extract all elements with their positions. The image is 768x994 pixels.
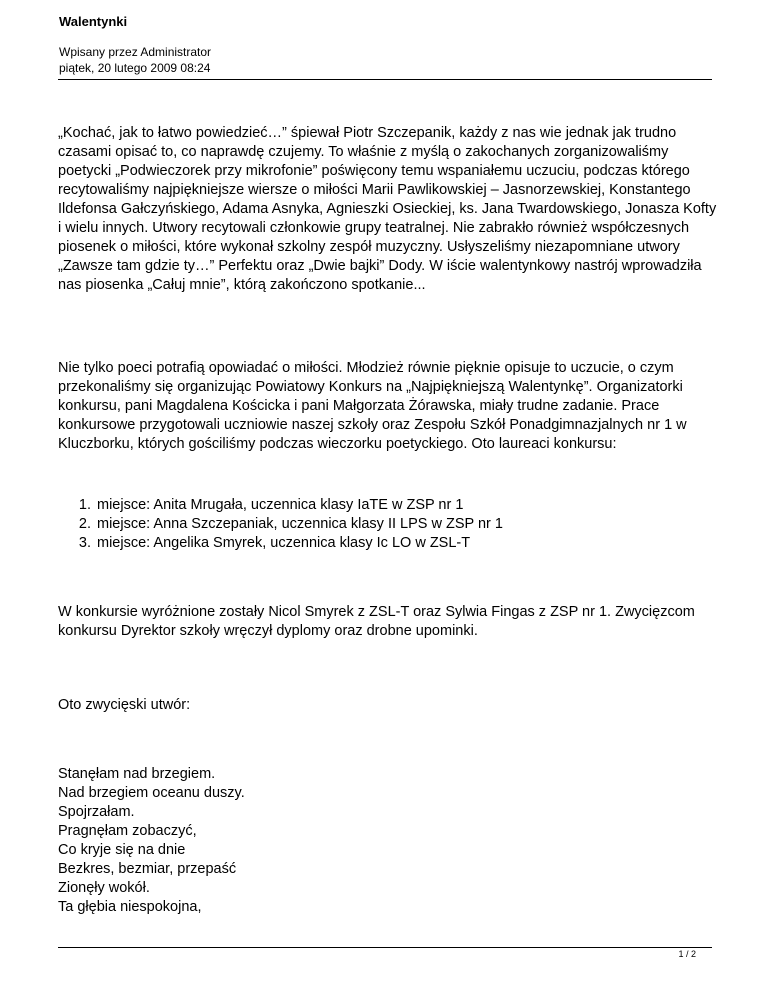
paragraph-text: Nie tylko poeci potrafią opowiadać o miłości. Młodzież równie pięknie opisuje to uczucie, o czym przekonaliśmy się organizując Powiatowy Konkurs na „Najpiękniejszą Walentynkę”. Organizatorki konkursu, pani Magdalena Kościcka i pani Małgorzata Żórawska, miały trudne zadanie. Prace konkursowe przygotowali uczniowie naszej szkoły oraz Zespołu Szkół Ponadgimnazjalnych nr 1 w Kluczborku, których gościliśmy podczas wieczorku poetyckiego. Oto laureaci konkursu: [58, 360, 687, 452]
paragraph-text: W konkursie wyróżnione zostały Nicol Smyrek z ZSL-T oraz Sylwia Fingas z ZSP nr 1. Zwycięzcom konkursu Dyrektor szkoły wręczył dyplomy oraz drobne upominki. [58, 604, 695, 639]
ranking-item: 2. miejsce: Anna Szczepaniak, uczennica klasy II LPS w ZSP nr 1 [95, 515, 715, 534]
article-title: Walentynki [59, 14, 128, 29]
winning-poem-intro [58, 696, 718, 715]
honorable-mention-paragraph [58, 603, 718, 641]
paragraph-text: Oto zwycięski utwór: [58, 697, 191, 713]
footer-divider [58, 947, 712, 948]
article-meta [59, 44, 211, 76]
contest-paragraph [58, 359, 718, 454]
date-line: piątek, 20 lutego 2009 08:24 [59, 61, 211, 75]
poem-line: Stanęłam nad brzegiem. [58, 766, 216, 782]
ranking-item: 3. miejsce: Angelika Smyrek, uczennica klasy Ic LO w ZSL-T [95, 534, 715, 553]
rankings-list [58, 496, 715, 553]
page-indicator: 1 / 2 [678, 949, 696, 959]
poem-line: Bezkres, bezmiar, przepaść [58, 861, 237, 877]
poem-line: Ta głębia niespokojna, [58, 899, 202, 915]
poem-line: Zionęły wokół. [58, 880, 150, 896]
poem-line: Co kryje się na dnie [58, 842, 186, 858]
paragraph-text: „Kochać, jak to łatwo powiedzieć…” śpiewał Piotr Szczepanik, każdy z nas wie jednak jak trudno czasami opisać to, co naprawdę czujemy. To właśnie z myślą o zakochanych zorganizowaliśmy poetycki „Podwieczorek przy mikrofonie” poświęcony temu wspaniałemu uczuciu, podczas którego recytowaliśmy najpiękniejsze wiersze o miłości Marii Pawlikowskiej – Jasnorzewskiej, Konstantego Ildefonsa Gałczyńskiego, Adama Asnyka, Agnieszki Osieckiej, ks. Jana Twardowskiego, Jonasza Kofty i wielu innych. Utwory recytowali członkowie grupy teatralnej. Nie zabrakło również współczesnych piosenek o miłości, które wykonał szkolny zespół muzyczny. Usłyszeliśmy niezapomniane utwory „Zawsze tam gdzie ty…” Perfektu oraz „Dwie bajki” Dody. W iście walentynkowy nastrój wprowadziła nas piosenka „Całuj mnie”, którą zakończono spotkanie... [58, 125, 717, 293]
author-line: Wpisany przez Administrator [59, 45, 212, 59]
poem [58, 765, 245, 917]
poem-line: Spojrzałam. [58, 804, 135, 820]
header-divider [58, 79, 712, 80]
ranking-item: 1. miejsce: Anita Mrugała, uczennica klasy IaTE w ZSP nr 1 [95, 496, 715, 515]
poem-line: Nad brzegiem oceanu duszy. [58, 785, 245, 801]
intro-paragraph [58, 124, 718, 295]
poem-line: Pragnęłam zobaczyć, [58, 823, 197, 839]
